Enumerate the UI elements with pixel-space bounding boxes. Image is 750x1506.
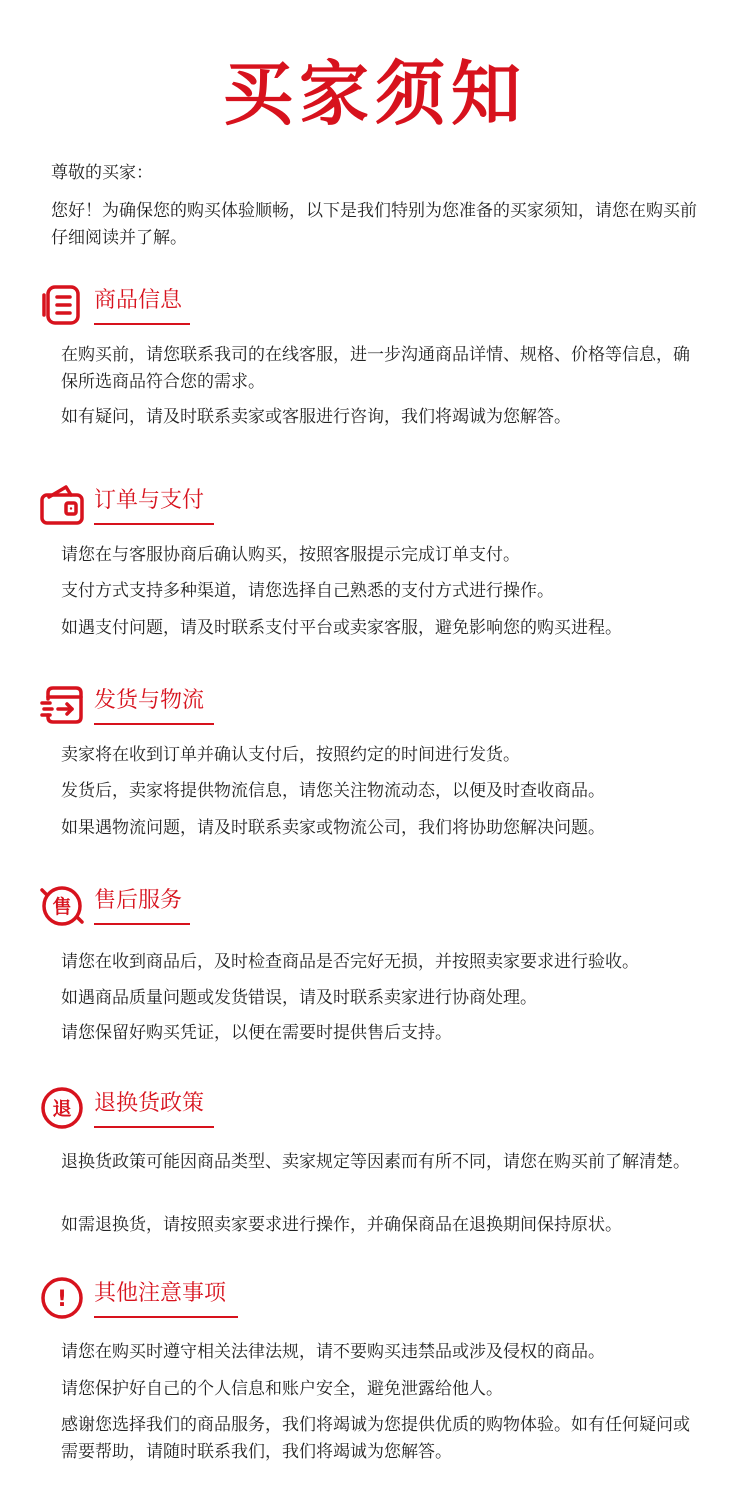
svg-text:!: ! [56,1287,68,1312]
paragraph: 如有疑问，请及时联系卖家或客服进行咨询，我们将竭诚为您解答。 [61,407,571,427]
intro-text: 您好！为确保您的购买体验顺畅，以下是我们特别为您准备的买家须知，请您在购买前仔细阅读并了解。 [51,201,697,248]
section-underline [94,1126,214,1128]
section-title: 售后服务 [94,888,183,913]
paragraph: 请您在购买时遵守相关法律法规，请不要购买违禁品或涉及侵权的商品。 [61,1342,605,1362]
section-title: 发货与物流 [94,688,205,713]
section-product-info [40,283,710,343]
after-sales-icon [40,883,84,927]
paragraph: 如遇商品质量问题或发货错误，请及时联系卖家进行协商处理。 [61,988,537,1008]
section-underline [94,723,214,725]
svg-text:退: 退 [52,1098,72,1120]
paragraph: 退换货政策可能因商品类型、卖家规定等因素而有所不同，请您在购买前了解清楚。 [61,1152,690,1172]
page-title: 买家须知 [223,53,527,135]
svg-text:售: 售 [52,896,72,918]
section-underline [94,1316,238,1318]
paragraph: 请您保护好自己的个人信息和账户安全，避免泄露给他人。 [61,1379,503,1399]
paragraph: 卖家将在收到订单并确认支付后，按照约定的时间进行发货。 [61,745,520,765]
paragraph: 请您保留好购买凭证，以便在需要时提供售后支持。 [61,1023,452,1043]
greeting: 尊敬的买家： [51,163,153,183]
section-return-policy [40,1086,710,1146]
section-title: 退换货政策 [94,1091,205,1116]
section-title: 商品信息 [94,288,183,313]
wallet-icon [40,483,84,527]
return-icon [40,1086,84,1130]
list-document-icon [40,283,84,327]
shipping-icon [40,683,84,727]
section-order-payment [40,483,710,543]
paragraph: 请您在收到商品后，及时检查商品是否完好无损，并按照卖家要求进行验收。 [61,952,639,972]
paragraph: 如遇支付问题，请及时联系支付平台或卖家客服，避免影响您的购买进程。 [61,618,622,638]
section-after-sales [40,883,710,943]
paragraph: 如果遇物流问题，请及时联系卖家或物流公司，我们将协助您解决问题。 [61,818,605,838]
paragraph: 请您在与客服协商后确认购买，按照客服提示完成订单支付。 [61,545,520,565]
section-underline [94,923,190,925]
paragraph: 发货后，卖家将提供物流信息，请您关注物流动态，以便及时查收商品。 [61,781,605,801]
section-underline [94,523,214,525]
section-title: 订单与支付 [94,488,205,513]
exclamation-icon [40,1276,84,1320]
paragraph: 如需退换货，请按照卖家要求进行操作，并确保商品在退换期间保持原状。 [61,1215,622,1235]
section-shipping-logistics [40,683,710,743]
section-title: 其他注意事项 [94,1281,227,1306]
paragraph: 支付方式支持多种渠道，请您选择自己熟悉的支付方式进行操作。 [61,581,554,601]
paragraph: 在购买前，请您联系我司的在线客服，进一步沟通商品详情、规格、价格等信息，确保所选商品符合您的需求。 [61,345,690,392]
section-other-notes [40,1276,710,1336]
section-underline [94,323,190,325]
paragraph: 感谢您选择我们的商品服务，我们将竭诚为您提供优质的购物体验。如有任何疑问或需要帮助，请随时联系我们，我们将竭诚为您解答。 [61,1415,690,1462]
